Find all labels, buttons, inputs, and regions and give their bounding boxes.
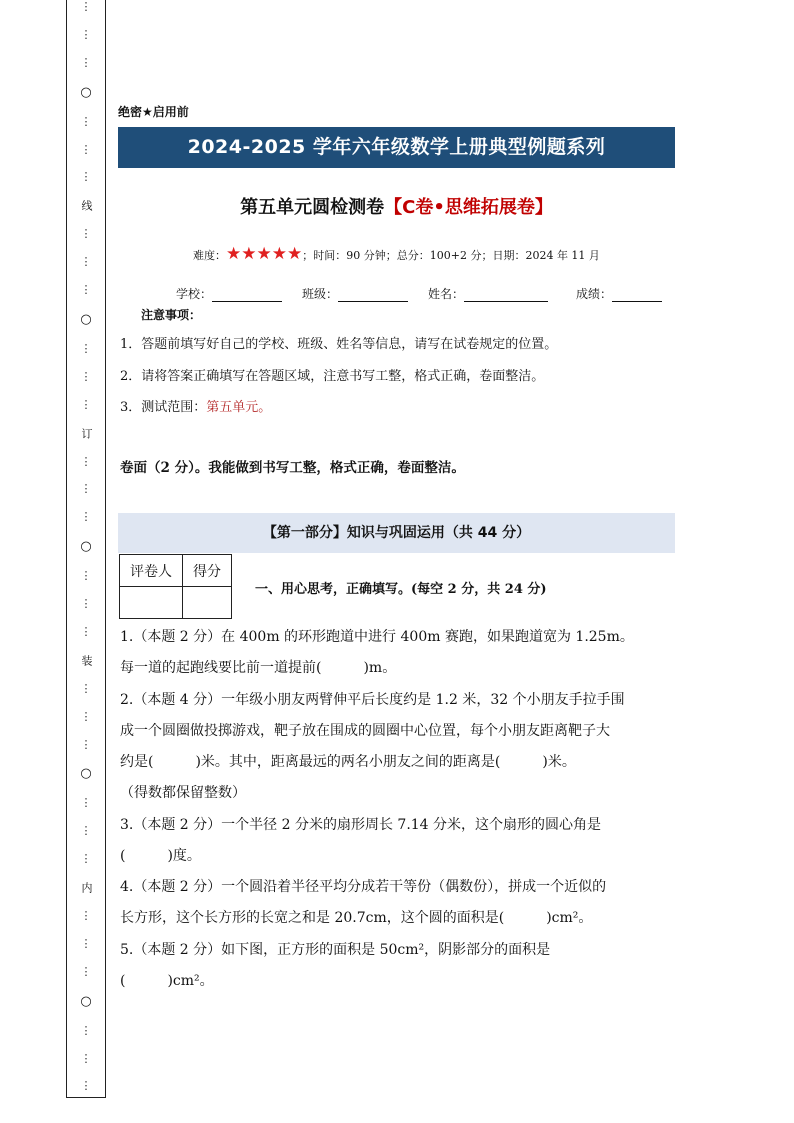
grading-table (119, 554, 232, 619)
binding-dots: ⋮ (80, 597, 92, 611)
binding-dots: ⋮ (80, 964, 92, 978)
exam-meta: ；时间：90 分钟；总分：100+2 分；日期：2024 年 11 月 (302, 249, 600, 262)
binding-dots: ⋮ (80, 142, 92, 156)
class-field (302, 285, 408, 302)
question-line: 成一个圆圈做投掷游戏，靶子放在围成的圆圈中心位置，每个小朋友距离靶子大 (120, 723, 610, 739)
school-label: 学校： (176, 287, 213, 301)
question-line: 3.（本题 2 分）一个半径 2 分米的扇形周长 7.14 分米，这个扇形的圆心角是 (120, 817, 602, 833)
difficulty-stars: ★★★★★ (226, 244, 303, 264)
exam-title-tag: 【C卷•思维拓展卷】 (384, 197, 553, 218)
notice-heading: 注意事项： (141, 308, 202, 322)
binding-dots: ⋮ (80, 0, 92, 13)
exam-info (118, 244, 675, 264)
binding-dots: ⋮ (80, 681, 92, 695)
neatness-note: 卷面（2 分）。我能做到书写工整，格式正确，卷面整洁。 (120, 460, 465, 476)
score-blank[interactable] (612, 289, 662, 302)
notice-item-1: 1．答题前填写好自己的学校、班级、姓名等信息，请写在试卷规定的位置。 (120, 337, 558, 352)
binding-circle: ○ (80, 311, 92, 327)
part-one-title: 一、用心思考，正确填写。(每空 2 分，共 24 分) (255, 582, 547, 597)
binding-dots: ⋮ (80, 482, 92, 496)
binding-char-zhuang: 装 (80, 654, 93, 666)
confidential-label: 绝密★启用前 (118, 105, 189, 119)
question-line: （得数都保留整数） (120, 785, 246, 801)
question-line: 约是( )米。其中，距离最远的两名小朋友之间的距离是( )米。 (120, 754, 576, 770)
score-label: 成绩： (576, 287, 613, 301)
series-banner: 2024-2025 学年六年级数学上册典型例题系列 (118, 127, 675, 168)
question-line: ( )度。 (120, 848, 201, 864)
name-blank[interactable] (464, 289, 548, 302)
school-field (176, 285, 282, 302)
notice-item-3 (120, 396, 271, 415)
school-blank[interactable] (212, 289, 282, 302)
score-header: 得分 (183, 555, 232, 587)
score-field (576, 285, 662, 302)
binding-dots: ⋮ (80, 1023, 92, 1037)
binding-dots: ⋮ (80, 569, 92, 583)
binding-dots: ⋮ (80, 1079, 92, 1093)
binding-dots: ⋮ (80, 737, 92, 751)
notice-item-3-scope: 第五单元。 (206, 400, 272, 415)
reviewer-cell[interactable] (120, 587, 183, 619)
question-line: 4.（本题 2 分）一个圆沿着半径平均分成若干等份（偶数份），拼成一个近似的 (120, 879, 607, 895)
binding-dots: ⋮ (80, 510, 92, 524)
binding-dots: ⋮ (80, 283, 92, 297)
section-header: 【第一部分】知识与巩固运用（共 44 分） (118, 513, 675, 553)
binding-dots: ⋮ (80, 27, 92, 41)
name-label: 姓名： (428, 287, 465, 301)
binding-dots: ⋮ (80, 114, 92, 128)
class-blank[interactable] (338, 289, 408, 302)
class-label: 班级： (302, 287, 339, 301)
binding-dots: ⋮ (80, 454, 92, 468)
question-line: 5.（本题 2 分）如下图，正方形的面积是 50cm²，阴影部分的面积是 (120, 942, 551, 958)
binding-circle: ○ (80, 993, 92, 1009)
binding-dots: ⋮ (80, 170, 92, 184)
binding-circle: ○ (80, 766, 92, 782)
binding-char-xian: 线 (80, 200, 93, 212)
binding-dots: ⋮ (80, 824, 92, 838)
binding-char-ding: 订 (80, 427, 93, 439)
reviewer-header: 评卷人 (120, 555, 183, 587)
binding-dots: ⋮ (80, 709, 92, 723)
notice-item-3-prefix: 3．测试范围： (120, 400, 207, 415)
binding-dots: ⋮ (80, 55, 92, 69)
difficulty-label: 难度： (193, 249, 227, 262)
question-line: 每一道的起跑线要比前一道提前( )m。 (120, 660, 397, 676)
question-line: 1.（本题 2 分）在 400m 的环形跑道中进行 400m 赛跑，如果跑道宽为 1.25m。 (120, 629, 634, 645)
exam-title-main: 第五单元圆检测卷 (240, 197, 385, 218)
score-cell[interactable] (183, 587, 232, 619)
question-line: 长方形，这个长方形的长宽之和是 20.7cm，这个圆的面积是( )cm²。 (120, 910, 593, 926)
binding-dots: ⋮ (80, 341, 92, 355)
binding-circle: ○ (80, 84, 92, 100)
binding-dots: ⋮ (80, 227, 92, 241)
question-line: ( )cm²。 (120, 973, 214, 989)
binding-dots: ⋮ (80, 369, 92, 383)
binding-margin (66, 0, 106, 1098)
question-line: 2.（本题 4 分）一年级小朋友两臂伸平后长度约是 1.2 米，32 个小朋友手拉手围 (120, 692, 625, 708)
binding-dots: ⋮ (80, 255, 92, 269)
binding-dots: ⋮ (80, 624, 92, 638)
binding-dots: ⋮ (80, 397, 92, 411)
binding-dots: ⋮ (80, 796, 92, 810)
binding-dots: ⋮ (80, 852, 92, 866)
binding-dots: ⋮ (80, 909, 92, 922)
name-field (428, 285, 548, 302)
binding-dots: ⋮ (80, 1051, 92, 1065)
binding-dots: ⋮ (80, 936, 92, 950)
binding-circle: ○ (80, 539, 92, 555)
exam-title (118, 193, 675, 219)
binding-char-nei: 内 (80, 882, 93, 894)
notice-item-2: 2．请将答案正确填写在答题区域，注意书写工整，格式正确，卷面整洁。 (120, 369, 545, 384)
